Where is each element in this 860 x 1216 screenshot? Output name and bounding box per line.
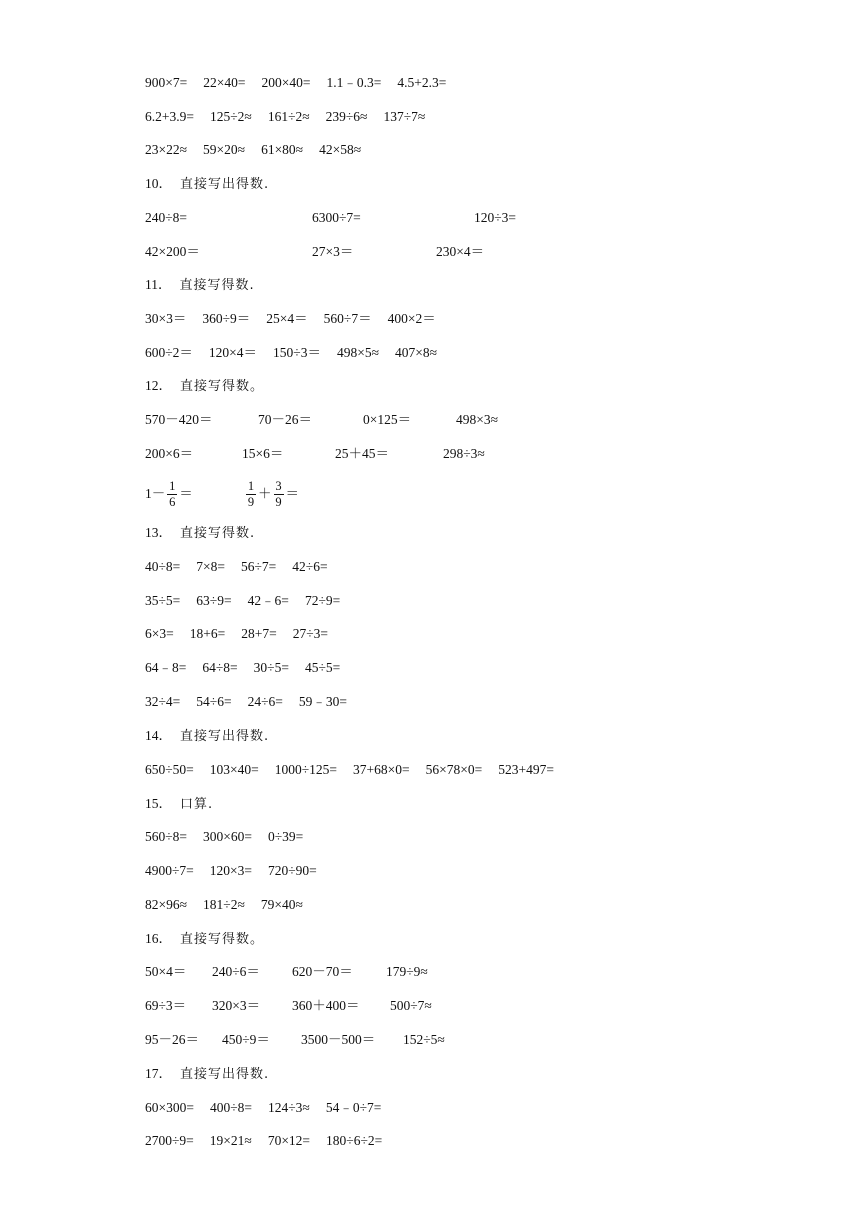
- problem: 200×6＝: [145, 446, 194, 461]
- problem: 15×6＝: [242, 446, 284, 461]
- question-title: 口算.: [180, 797, 214, 812]
- problem: 450÷9＝: [222, 1032, 270, 1047]
- problem: 54﹣0÷7=: [325, 1100, 382, 1115]
- numerator: 1: [247, 479, 255, 494]
- question-number: 15．: [145, 796, 172, 811]
- problem-row: [145, 556, 344, 578]
- problem: 18+6=: [189, 626, 226, 641]
- question-title: 直接写出得数.: [180, 729, 270, 744]
- problem: 498×3≈: [456, 412, 499, 427]
- question-title: 直接写得数。: [180, 932, 265, 947]
- problem: 200×40=: [261, 75, 311, 90]
- problem: 240÷6＝: [212, 964, 260, 979]
- problem: 650÷50=: [145, 762, 194, 777]
- problem: 103×40=: [209, 762, 259, 777]
- problem: 7×8=: [196, 559, 226, 574]
- problem: 239÷6≈: [325, 109, 368, 124]
- problem: 42÷6=: [292, 559, 328, 574]
- problem-row: [145, 241, 645, 263]
- problem: 300×60=: [203, 829, 253, 844]
- problem-row: [145, 995, 485, 1017]
- problem: 59×20≈: [203, 142, 246, 157]
- problem-row: [145, 308, 452, 330]
- problem: 124÷3≈: [268, 1100, 310, 1115]
- fraction: [167, 480, 177, 509]
- problem: 560÷8=: [145, 829, 188, 844]
- problem: 45÷5=: [304, 660, 341, 675]
- problem-row: [145, 657, 356, 679]
- question-title: 直接写出得数.: [180, 177, 270, 192]
- problem: 230×4＝: [436, 244, 485, 259]
- fraction-problem: [145, 477, 193, 511]
- problem: 25×4＝: [266, 311, 308, 326]
- problem: 400×2＝: [387, 311, 436, 326]
- problem: 0÷39=: [268, 829, 304, 844]
- problem: 6300÷7=: [312, 210, 361, 225]
- problem: 498×5≈: [336, 345, 379, 360]
- problem: 22×40=: [203, 75, 246, 90]
- problem: 181÷2≈: [203, 897, 245, 912]
- question-number: 10．: [145, 176, 172, 191]
- question-heading: [145, 725, 269, 747]
- problem-row: [145, 691, 363, 713]
- problem: 79×40≈: [260, 897, 303, 912]
- problem: 1000÷125=: [274, 762, 338, 777]
- numerator: 1: [169, 479, 176, 494]
- problem: 72÷9=: [304, 593, 341, 608]
- fraction-tail: ＝: [285, 486, 299, 501]
- problem: 150÷3＝: [273, 345, 321, 360]
- problem: 620－70＝: [292, 964, 353, 979]
- problem: 24÷6=: [247, 694, 283, 709]
- fraction-lead: 1－: [145, 486, 166, 501]
- problem-row: [145, 860, 333, 882]
- fraction: [246, 480, 256, 509]
- problem: 161÷2≈: [267, 109, 310, 124]
- question-number: 13．: [145, 525, 172, 540]
- problem: 30×3＝: [145, 311, 187, 326]
- problem: 120×3=: [209, 863, 253, 878]
- fraction: [274, 480, 284, 509]
- problem-row: [145, 443, 565, 465]
- problem-row: [145, 1097, 397, 1119]
- question-number: 14．: [145, 728, 172, 743]
- fraction-problem: [244, 477, 299, 511]
- question-heading: [145, 793, 213, 815]
- problem-row: [145, 961, 485, 983]
- problem: 360＋400＝: [292, 998, 360, 1013]
- problem: 56÷7=: [241, 559, 277, 574]
- problem: 400÷8=: [209, 1100, 253, 1115]
- question-title: 直接写得数。: [180, 379, 265, 394]
- fraction-tail: ＝: [179, 486, 193, 501]
- problem: 6.2+3.9=: [145, 109, 194, 124]
- problem: 69÷3＝: [145, 998, 187, 1013]
- problem: 19×21≈: [209, 1133, 252, 1148]
- problem-row: [145, 623, 344, 645]
- problem: 60×300=: [145, 1100, 194, 1115]
- problem-row: [145, 207, 645, 229]
- problem: 61×80≈: [261, 142, 304, 157]
- problem: 180÷6÷2=: [326, 1133, 383, 1148]
- problem: 30÷5=: [253, 660, 289, 675]
- denominator: 6: [169, 495, 176, 510]
- problem: 23×22≈: [145, 142, 188, 157]
- problem: 120×4＝: [208, 345, 258, 360]
- problem: 600÷2＝: [145, 345, 193, 360]
- problem: 407×8≈: [395, 345, 438, 360]
- problem: 59﹣30=: [298, 694, 347, 709]
- problem: 25＋45＝: [335, 446, 389, 461]
- problem: 32÷4=: [145, 694, 181, 709]
- problem-row: [145, 590, 356, 612]
- question-heading: [145, 375, 264, 397]
- question-heading: [145, 928, 264, 950]
- problem: 64÷8=: [202, 660, 238, 675]
- problem: 570－420＝: [145, 412, 213, 427]
- problem-row: [145, 106, 441, 128]
- problem: 320×3＝: [212, 998, 261, 1013]
- question-heading: [145, 173, 269, 195]
- problem-row: [145, 759, 570, 781]
- question-number: 12．: [145, 378, 172, 393]
- problem: 360÷9＝: [202, 311, 251, 326]
- problem: 137÷7≈: [383, 109, 426, 124]
- problem: 63÷9=: [196, 593, 232, 608]
- problem: 3500－500＝: [301, 1032, 376, 1047]
- problem-row: [145, 409, 565, 431]
- problem: 0×125＝: [363, 412, 412, 427]
- question-number: 16．: [145, 931, 172, 946]
- problem: 125÷2≈: [209, 109, 252, 124]
- problem: 42×58≈: [319, 142, 362, 157]
- problem-row: [145, 1130, 398, 1152]
- problem: 240÷8=: [145, 210, 188, 225]
- problem: 1.1﹣0.3=: [326, 75, 382, 90]
- problem: 64﹣8=: [145, 660, 187, 675]
- problem-row: [145, 342, 453, 364]
- problem: 42×200＝: [145, 244, 200, 259]
- problem: 42﹣6=: [247, 593, 289, 608]
- problem: 82×96≈: [145, 897, 188, 912]
- problem: 4.5+2.3=: [397, 75, 447, 90]
- question-title: 直接写得数.: [179, 278, 255, 293]
- problem: 27×3＝: [312, 244, 354, 259]
- question-title: 直接写得数.: [180, 526, 256, 541]
- question-heading: [145, 274, 255, 296]
- problem: 900×7=: [145, 75, 188, 90]
- question-heading: [145, 1063, 269, 1085]
- problem: 70－26＝: [258, 412, 312, 427]
- problem: 152÷5≈: [403, 1032, 445, 1047]
- question-heading: [145, 522, 255, 544]
- problem: 40÷8=: [145, 559, 181, 574]
- problem: 28+7=: [241, 626, 277, 641]
- problem: 56×78×0=: [425, 762, 483, 777]
- problem: 27÷3=: [292, 626, 328, 641]
- problem: 523+497=: [498, 762, 554, 777]
- problem: 500÷7≈: [390, 998, 432, 1013]
- problem-row: [145, 72, 462, 94]
- problem-row: [145, 1029, 485, 1051]
- question-title: 直接写出得数.: [180, 1067, 270, 1082]
- problem-row: [145, 139, 377, 161]
- denominator: 9: [275, 495, 282, 510]
- problem: 54÷6=: [196, 694, 232, 709]
- problem: 35÷5=: [145, 593, 181, 608]
- problem: 2700÷9=: [145, 1133, 194, 1148]
- numerator: 3: [275, 479, 282, 494]
- problem: 37+68×0=: [353, 762, 410, 777]
- problem: 179÷9≈: [386, 964, 428, 979]
- problem: 560÷7＝: [323, 311, 372, 326]
- problem: 120÷3=: [474, 210, 517, 225]
- problem: 6×3=: [145, 626, 174, 641]
- denominator: 9: [247, 495, 255, 510]
- problem: 4900÷7=: [145, 863, 194, 878]
- question-number: 11．: [145, 277, 172, 292]
- problem: 720÷90=: [268, 863, 317, 878]
- fraction-operator: ＋: [258, 486, 272, 501]
- problem: 95－26＝: [145, 1032, 199, 1047]
- problem-row: [145, 826, 319, 848]
- problem: 50×4＝: [145, 964, 187, 979]
- fraction-row: [145, 477, 445, 513]
- problem: 298÷3≈: [443, 446, 485, 461]
- problem: 70×12=: [267, 1133, 311, 1148]
- question-number: 17．: [145, 1066, 172, 1081]
- problem-row: [145, 894, 319, 916]
